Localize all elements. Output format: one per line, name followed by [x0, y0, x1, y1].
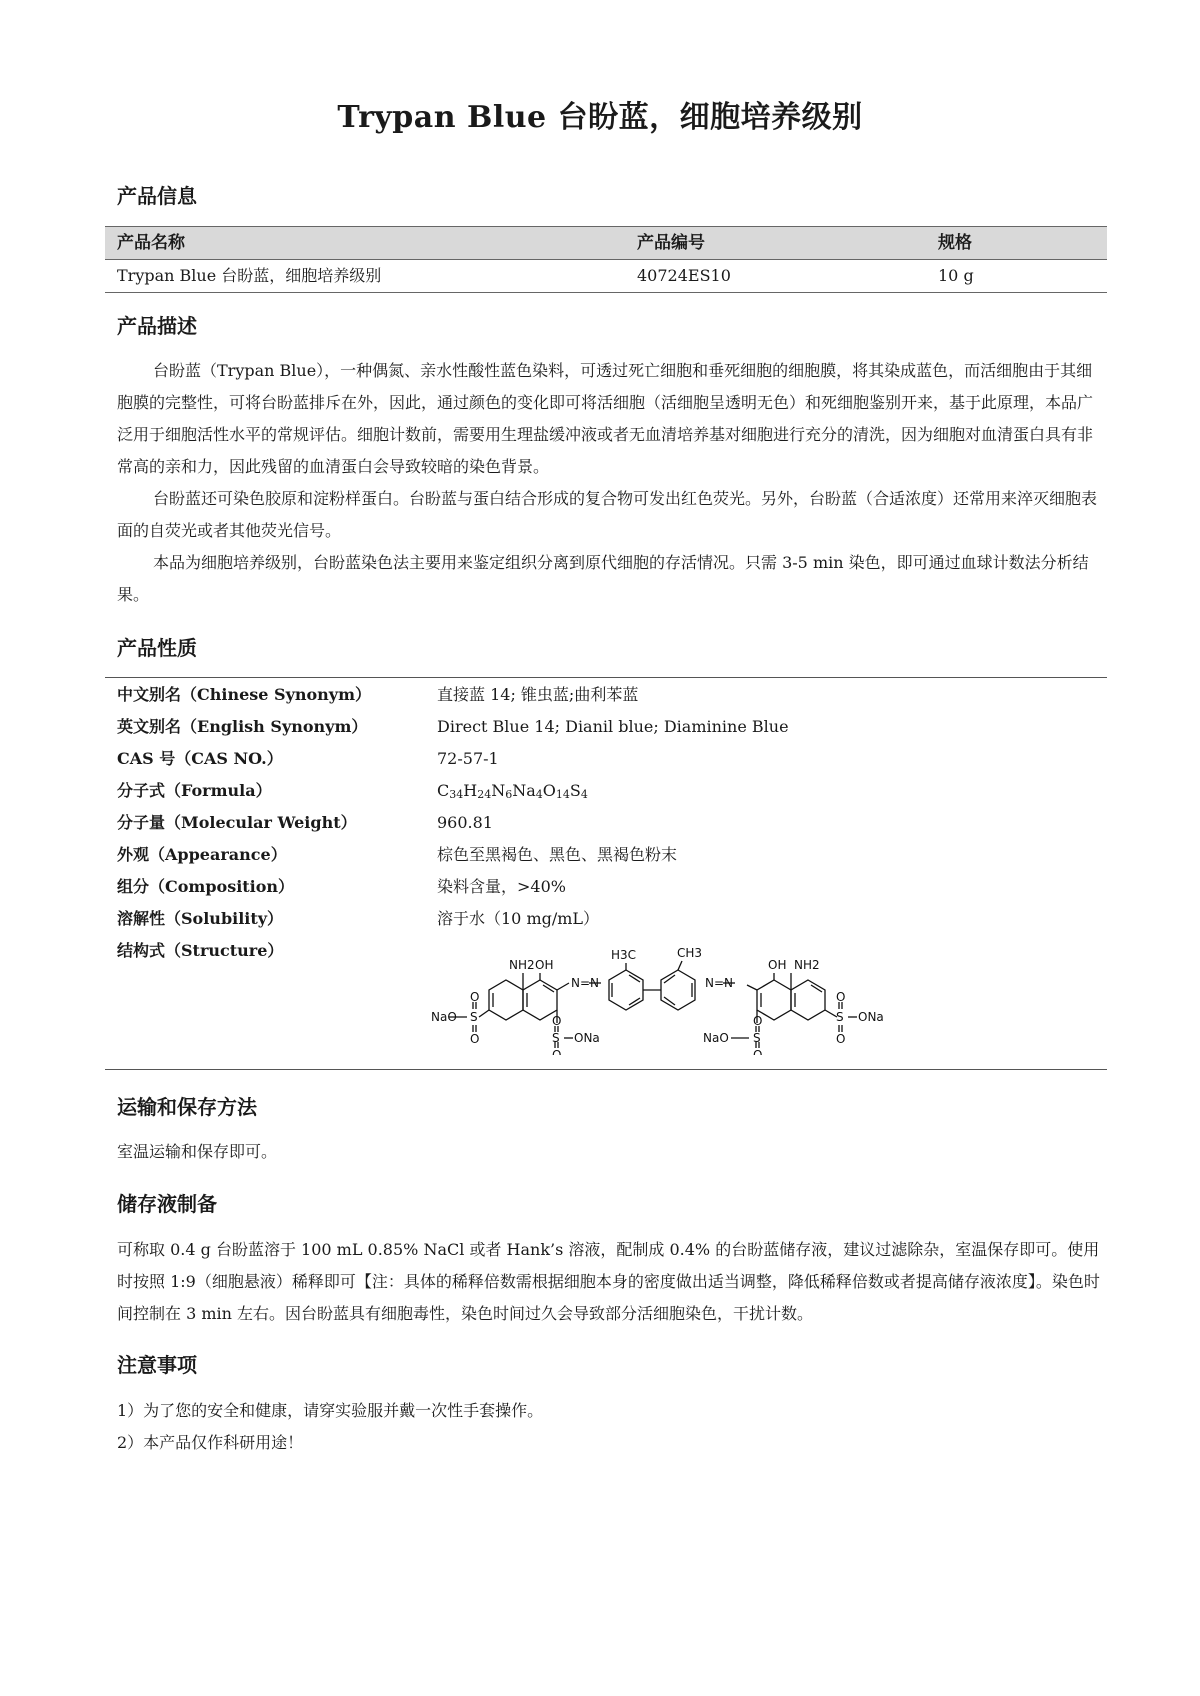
page-title: Trypan Blue 台盼蓝，细胞培养级别	[337, 100, 863, 135]
o-label: O	[753, 1048, 763, 1055]
section-heading-description: 产品描述	[117, 314, 197, 338]
section-heading-product-info: 产品信息	[117, 184, 197, 208]
ona-label: ONa	[574, 1031, 600, 1045]
table-row	[105, 260, 1107, 293]
nh2-label: NH2	[794, 958, 820, 972]
column-header-name: 产品名称	[117, 233, 185, 253]
description-paragraph-1: 台盼蓝（Trypan Blue），一种偶氮、亲水性酸性蓝色染料，可透过死亡细胞和垂死细胞的细胞膜，将其染成蓝色，而活细胞由于其细胞膜的完整性，可将台盼蓝排斥在外，因此，通过颜色的变化即可将活细胞（活细胞呈透明无色）和死细胞鉴别开来，基于此原理，本品广泛用于细胞活性水平的常规评估。细胞计数前，需要用生理盐缓冲液或者无血清培养基对细胞进行充分的清洗，因为细胞对血清蛋白具有非常高的亲和力，因此残留的血清蛋白会导致较暗的染色背景。	[117, 361, 1094, 476]
ch3-label: CH3	[677, 946, 703, 960]
properties-list	[117, 679, 1102, 967]
property-value: Direct Blue 14; Dianil blue; Diaminine Blue	[437, 717, 789, 736]
azo-label: N=N	[571, 976, 600, 990]
size-cell: 10 g	[938, 266, 974, 285]
properties-top-rule	[105, 677, 1107, 678]
table-header	[105, 226, 1107, 260]
property-key: 中文别名（Chinese Synonym）	[117, 685, 372, 704]
nh2-label: NH2	[509, 958, 535, 972]
ona-label: ONa	[858, 1010, 884, 1024]
o-label: O	[836, 990, 846, 1004]
s-label: S	[753, 1031, 761, 1045]
column-header-size: 规格	[938, 233, 972, 253]
property-key: 溶解性（Solubility）	[117, 909, 284, 928]
shipping-text: 室温运输和保存即可。	[117, 1142, 278, 1161]
property-key: CAS 号（CAS NO.）	[117, 749, 283, 768]
h3c-label: H3C	[611, 948, 637, 962]
chemical-structure	[431, 935, 976, 1055]
description-paragraph-2: 台盼蓝还可染色胶原和淀粉样蛋白。台盼蓝与蛋白结合形成的复合物可发出红色荧光。另外，台盼蓝（合适浓度）还常用来淬灭细胞表面的自荧光或者其他荧光信号。	[117, 489, 1098, 540]
molecular-formula: $C_{34}H_{24}N_6Na_4O_{14}S_4$	[437, 781, 588, 801]
o-label: O	[753, 1014, 763, 1028]
section-heading-properties: 产品性质	[117, 636, 197, 660]
property-key: 外观（Appearance）	[117, 845, 287, 864]
product-info-table	[105, 226, 1107, 293]
property-row	[117, 839, 1102, 871]
o-label: O	[552, 1014, 562, 1028]
property-row	[117, 743, 1102, 775]
o-label: O	[470, 1032, 480, 1046]
section-heading-shipping: 运输和保存方法	[117, 1095, 257, 1119]
property-value: 直接蓝 14; 锥虫蓝;曲利苯蓝	[437, 685, 639, 704]
azo-label: N=N	[705, 976, 734, 990]
nao-label: NaO	[431, 1010, 457, 1024]
properties-bottom-rule	[105, 1069, 1107, 1070]
property-key: 分子式（Formula）	[117, 781, 272, 800]
property-row	[117, 903, 1102, 935]
property-row	[117, 711, 1102, 743]
nao-label: NaO	[703, 1031, 729, 1045]
section-heading-stock-solution: 储存液制备	[117, 1192, 217, 1216]
property-value: 72-57-1	[437, 749, 499, 768]
note-item: 1）为了您的安全和健康，请穿实验服并戴一次性手套操作。	[117, 1401, 544, 1420]
property-value: 棕色至黑褐色、黑色、黑褐色粉末	[437, 845, 678, 864]
property-row	[117, 679, 1102, 711]
section-heading-notes: 注意事项	[117, 1353, 197, 1377]
description-paragraph-3: 本品为细胞培养级别，台盼蓝染色法主要用来鉴定组织分离到原代细胞的存活情况。只需 3-5 min 染色，即可通过血球计数法分析结果。	[117, 553, 1089, 604]
column-header-catalog: 产品编号	[637, 233, 705, 253]
s-label: S	[552, 1031, 560, 1045]
property-key: 分子量（Molecular Weight）	[117, 813, 357, 832]
stock-solution-text: 可称取 0.4 g 台盼蓝溶于 100 mL 0.85% NaCl 或者 Hank’s 溶液，配制成 0.4% 的台盼蓝储存液，建议过滤除杂，室温保存即可。使用时按照 1:9（细胞悬液）稀释即可【注：具体的稀释倍数需根据细胞本身的密度做出适当调整，降低稀释倍数或者提高储存液浓度】。染色时间控制在 3 min 左右。因台盼蓝具有细胞毒性，染色时间过久会导致部分活细胞染色，干扰计数。	[117, 1240, 1100, 1323]
property-key: 结构式（Structure）	[117, 941, 284, 960]
o-label: O	[836, 1032, 846, 1046]
o-label: O	[470, 990, 480, 1004]
property-value: 染料含量，>40%	[437, 877, 566, 896]
catalog-number-cell: 40724ES10	[637, 266, 731, 285]
o-label: O	[552, 1048, 562, 1055]
property-value: 960.81	[437, 813, 493, 832]
property-row	[117, 807, 1102, 839]
property-row	[117, 775, 1102, 807]
property-value: 溶于水（10 mg/mL）	[437, 909, 600, 928]
s-label: S	[470, 1010, 478, 1024]
oh-label: OH	[768, 958, 787, 972]
property-row	[117, 871, 1102, 903]
product-name-cell: Trypan Blue 台盼蓝，细胞培养级别	[117, 266, 382, 285]
note-item: 2）本产品仅作科研用途！	[117, 1433, 304, 1452]
property-key: 组分（Composition）	[117, 877, 295, 896]
property-key: 英文别名（English Synonym）	[117, 717, 368, 736]
oh-label: OH	[535, 958, 554, 972]
s-label: S	[836, 1010, 844, 1024]
